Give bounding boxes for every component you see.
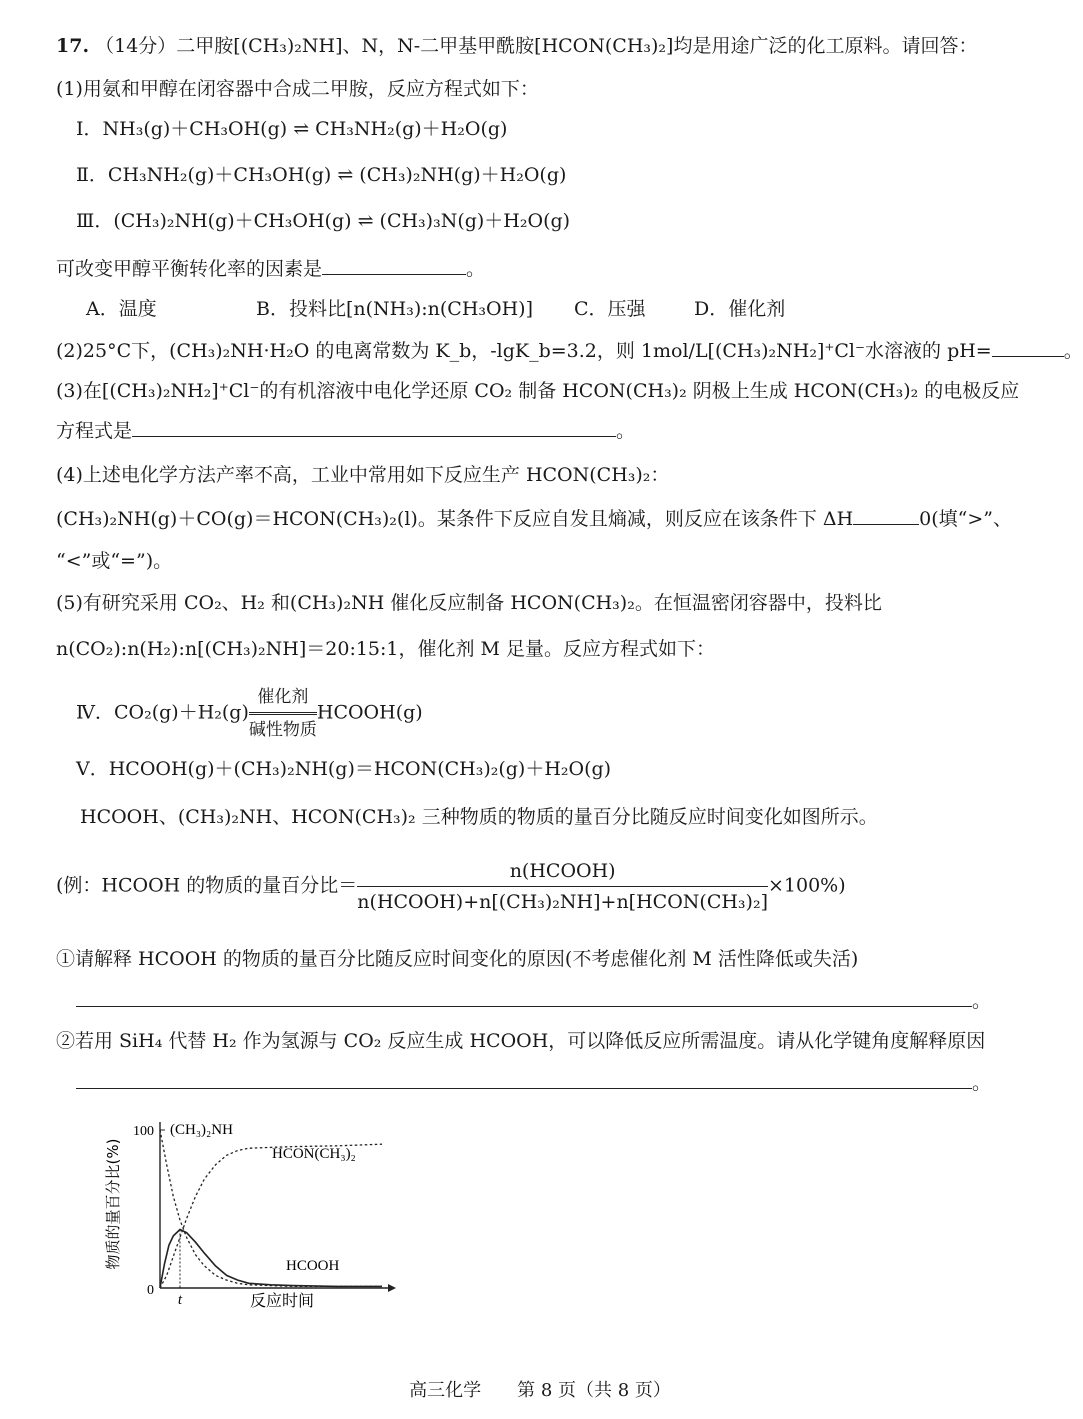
percent-vs-time-chart: [96, 1108, 416, 1313]
question-score: （14分）: [95, 35, 177, 57]
part5-q1-end: 。: [972, 990, 992, 1012]
series-label-2: HCOOH: [286, 1258, 340, 1274]
question-header: [56, 33, 977, 59]
equation-4: [76, 684, 423, 743]
part4-line2: [56, 506, 1012, 532]
part2-end: 。: [1063, 340, 1083, 362]
option-a[interactable]: A．温度: [86, 298, 157, 320]
answer-blank-5[interactable]: [76, 988, 972, 1007]
option-d[interactable]: D．催化剂: [694, 298, 786, 320]
equation-2: Ⅱ．CH₃NH₂(g)＋CH₃OH(g) ⇌ (CH₃)₂NH(g)＋H₂O(g): [76, 164, 567, 186]
part3-line2-text: 方程式是: [56, 420, 133, 442]
equation-3: Ⅲ．(CH₃)₂NH(g)＋CH₃OH(g) ⇌ (CH₃)₃N(g)＋H₂O(g): [76, 210, 571, 232]
question-intro: 二甲胺[(CH₃)₂NH]、N，N-二甲基甲酰胺[HCON(CH₃)₂]均是用途广泛的化工原料。请回答：: [176, 35, 978, 57]
equation-4-right: HCOOH(g): [316, 701, 423, 724]
part3-end: 。: [616, 420, 636, 442]
part1-question-text: 可改变甲醇平衡转化率的因素是: [56, 258, 323, 280]
part1-question-end: 。: [466, 258, 486, 280]
example-numerator: n(HCOOH): [357, 858, 768, 887]
base-label: 碱性物质: [248, 720, 317, 740]
part5-q2-answer: [76, 1070, 991, 1096]
series-label-1: HCON(CH₃)₂: [272, 1146, 356, 1162]
example-fraction: [357, 858, 768, 915]
answer-blank-2[interactable]: [992, 338, 1064, 357]
example-left: (例：HCOOH 的物质的量百分比＝: [56, 874, 358, 897]
series-line-2: [160, 1230, 382, 1289]
example-right: ×100%): [768, 874, 846, 897]
answer-blank-1[interactable]: [322, 256, 466, 275]
part5-q2: ②若用 SiH₄ 代替 H₂ 作为氢源与 CO₂ 反应生成 HCOOH，可以降低反应所需温度。请从化学键角度解释原因: [56, 1030, 986, 1052]
page-footer: 高三化学 第 8 页（共 8 页）: [409, 1380, 671, 1401]
part5-q1-answer: [76, 988, 991, 1014]
part2-text: (2)25°C下，(CH₃)₂NH·H₂O 的电离常数为 K_b，-lgK_b=3.2，则 1mol/L[(CH₃)₂NH₂]⁺Cl⁻水溶液的 pH=: [56, 340, 992, 362]
example-denominator: n(HCOOH)+n[(CH₃)₂NH]+n[HCON(CH₃)₂]: [357, 891, 768, 913]
example-formula: [56, 858, 846, 915]
equation-5: Ⅴ．HCOOH(g)＋(CH₃)₂NH(g)＝HCON(CH₃)₂(g)＋H₂O(g): [76, 758, 612, 780]
part1-options: [86, 296, 785, 322]
option-b[interactable]: B．投料比[n(NH₃):n(CH₃OH)]: [256, 298, 533, 320]
catalyst-label: 催化剂: [249, 684, 317, 715]
answer-blank-4[interactable]: [853, 506, 919, 525]
answer-blank-6[interactable]: [76, 1070, 972, 1089]
part4-line1: (4)上述电化学方法产率不高，工业中常用如下反应生产 HCON(CH₃)₂：: [56, 464, 670, 486]
part3-line2: [56, 418, 635, 444]
equation-1: Ⅰ．NH₃(g)＋CH₃OH(g) ⇌ CH₃NH₂(g)＋H₂O(g): [76, 118, 508, 140]
series-line-1: [160, 1144, 382, 1288]
equation-4-condition: [249, 684, 317, 743]
answer-blank-3[interactable]: [132, 418, 616, 437]
part5-q1: ①请解释 HCOOH 的物质的量百分比随反应时间变化的原因(不考虑催化剂 M 活性降低或失活): [56, 948, 859, 970]
y-tick-label-100: 100: [133, 1124, 154, 1139]
part4-line2-end: 0(填“>”、: [919, 508, 1013, 530]
part3-line1: (3)在[(CH₃)₂NH₂]⁺Cl⁻的有机溶液中电化学还原 CO₂ 制备 HCON(CH₃)₂ 阴极上生成 HCON(CH₃)₂ 的电极反应: [56, 380, 1020, 402]
part1-question: [56, 256, 485, 282]
x-axis-label: 反应时间: [249, 1291, 315, 1310]
part5-q2-end: 。: [972, 1072, 992, 1094]
series-label-0: (CH₃)₂NH: [170, 1122, 233, 1138]
option-c[interactable]: C．压强: [574, 298, 646, 320]
t-marker-label: t: [177, 1292, 183, 1308]
part1-title: (1)用氨和甲醇在闭容器中合成二甲胺，反应方程式如下：: [56, 78, 539, 100]
question-number: 17.: [56, 35, 90, 57]
equation-4-left: Ⅳ．CO₂(g)＋H₂(g): [76, 701, 249, 724]
part2: [56, 338, 1083, 364]
part4-line3: “<”或“=”)。: [56, 550, 173, 572]
origin-label: 0: [147, 1283, 154, 1298]
part5-line3: HCOOH、(CH₃)₂NH、HCON(CH₃)₂ 三种物质的物质的量百分比随反应时间变化如图所示。: [80, 806, 878, 828]
part4-line2-text: (CH₃)₂NH(g)＋CO(g)＝HCON(CH₃)₂(l)。某条件下反应自发且熵减，则反应在该条件下 ΔH: [56, 508, 854, 530]
part5-line2: n(CO₂):n(H₂):n[(CH₃)₂NH]＝20:15:1，催化剂 M 足量。反应方程式如下：: [56, 638, 716, 660]
x-axis-arrow: [388, 1284, 396, 1292]
y-axis-label: 物质的量百分比(%): [104, 1138, 122, 1270]
part5-line1: (5)有研究采用 CO₂、H₂ 和(CH₃)₂NH 催化反应制备 HCON(CH₃)₂。在恒温密闭容器中，投料比: [56, 592, 882, 614]
